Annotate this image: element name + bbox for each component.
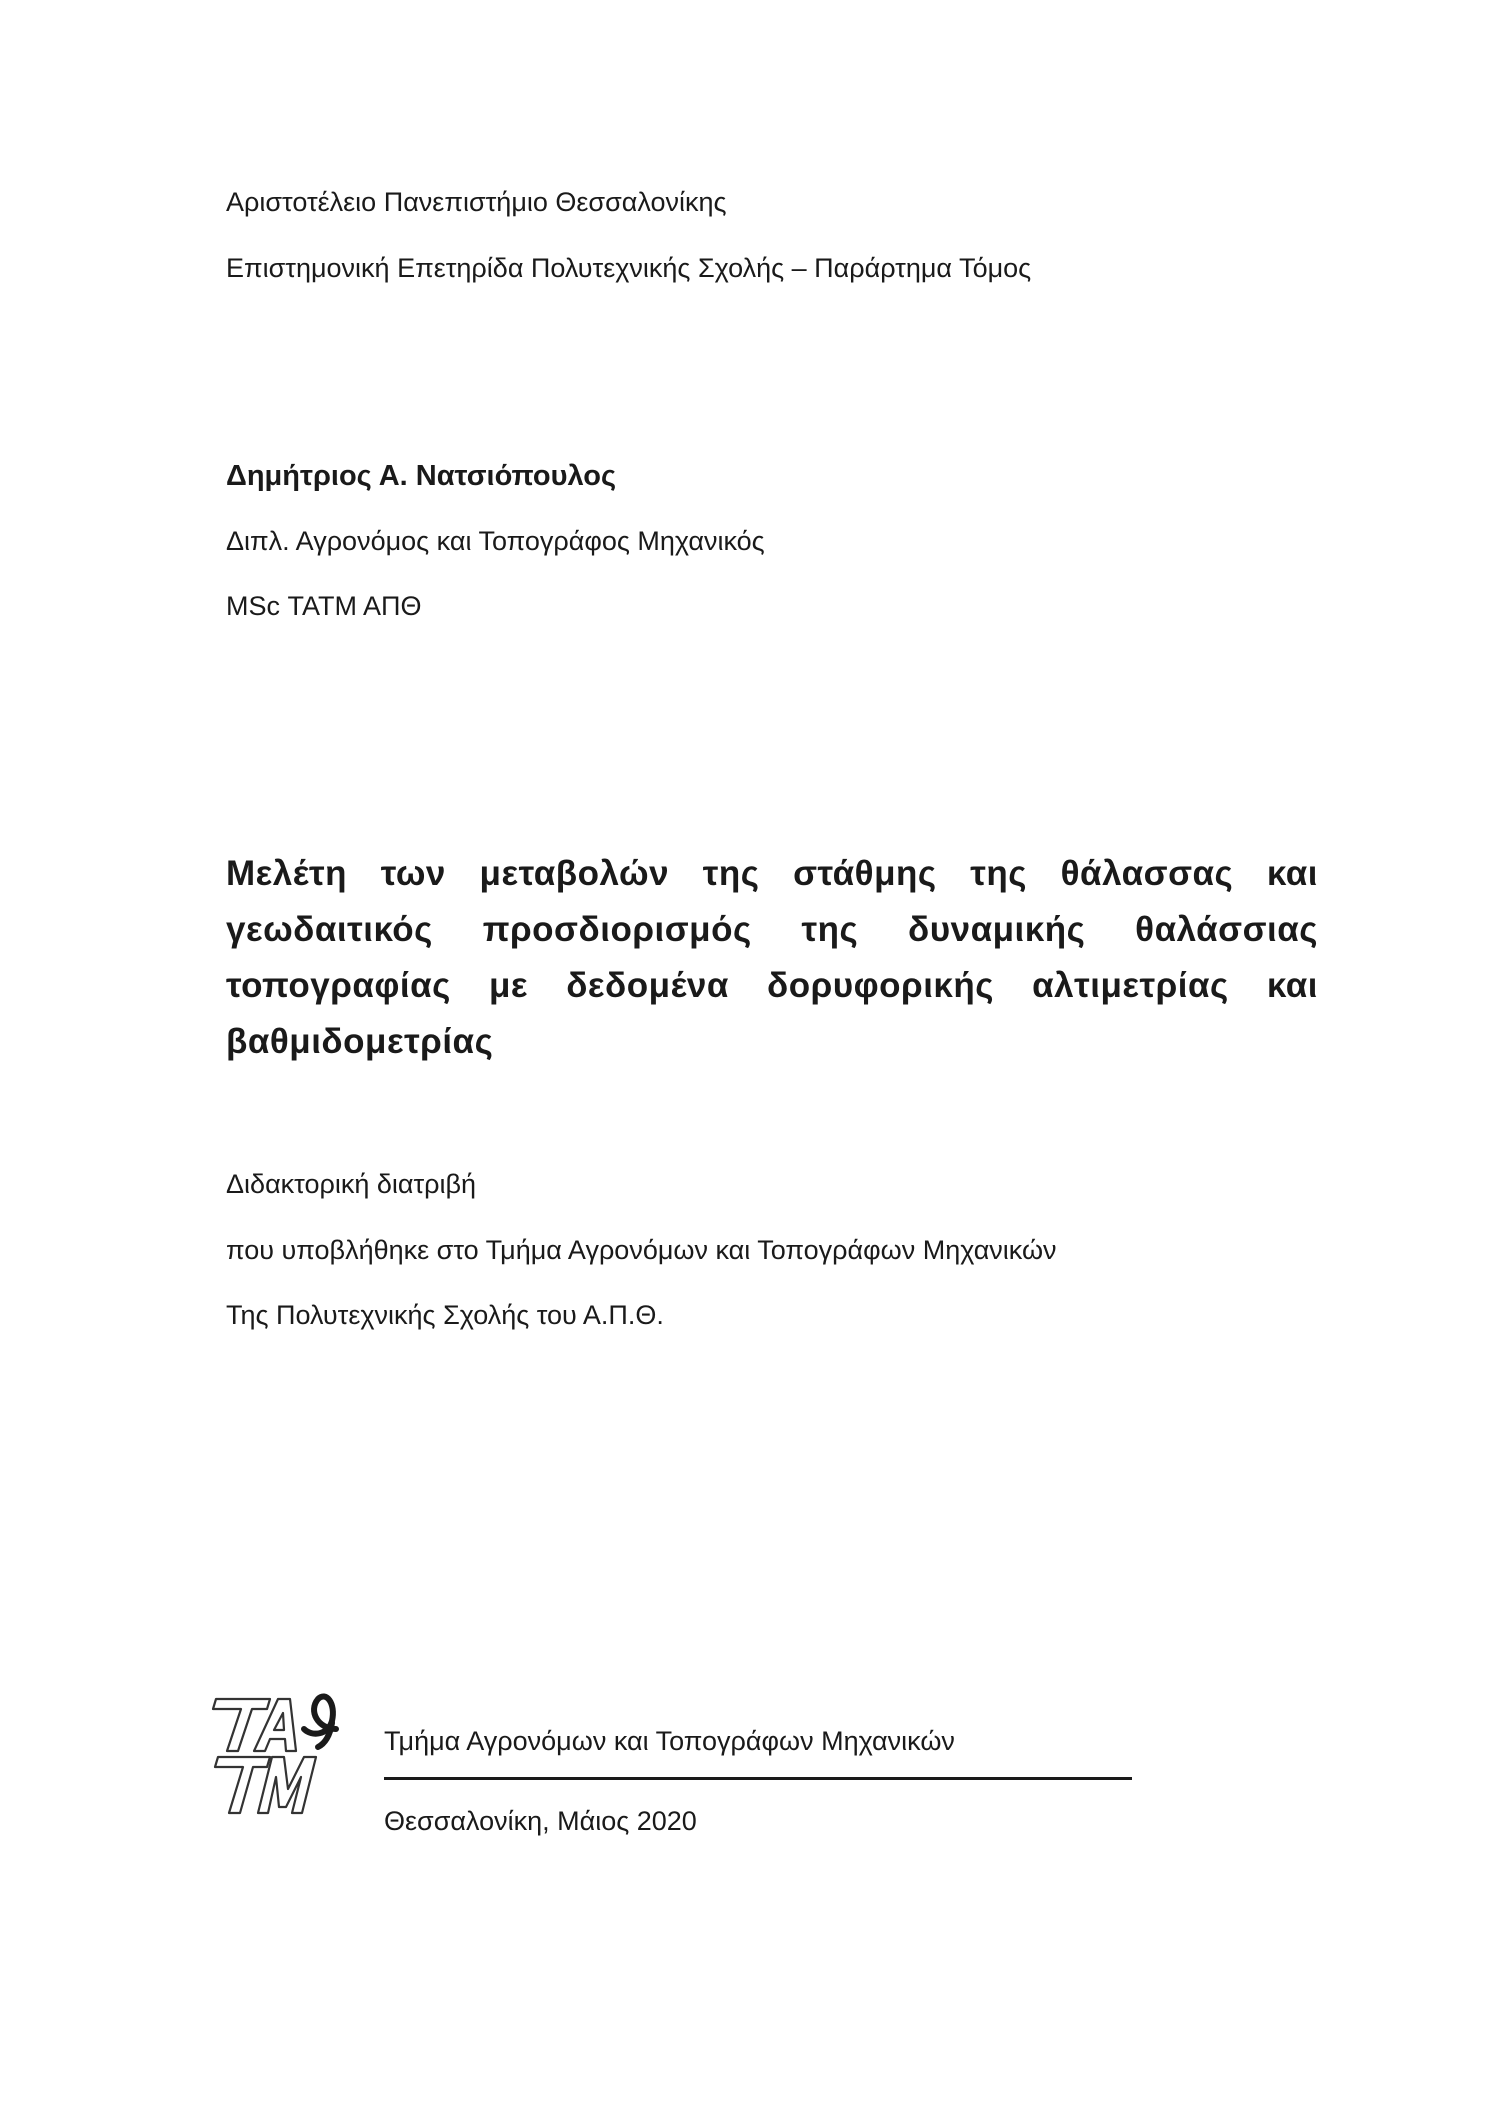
- thesis-type: Διδακτορική διατριβή: [226, 1169, 477, 1199]
- author-name: Δημήτριος Α. Νατσιόπουλος: [226, 460, 617, 492]
- footer-department: Τμήμα Αγρονόμων και Τοπογράφων Μηχανικών: [384, 1726, 955, 1756]
- university-name: Αριστοτέλειο Πανεπιστήμιο Θεσσαλονίκης: [226, 187, 727, 217]
- author-msc: MSc ΤΑΤΜ ΑΠΘ: [226, 591, 422, 621]
- footer-place-date: Θεσσαλονίκη, Μάιος 2020: [384, 1806, 697, 1836]
- tatm-logo-icon: [208, 1685, 368, 1820]
- thesis-title: Μελέτη των μεταβολών της στάθμης της θάλασσας και γεωδαιτικός προσδιορισμός της δυναμικής θαλάσσιας τοπογραφίας με δεδομένα δορυφορικής αλτιμετρίας και βαθμιδομετρίας: [226, 854, 1318, 1061]
- journal-name: Επιστημονική Επετηρίδα Πολυτεχνικής Σχολής – Παράρτημα Τόμος: [226, 253, 1032, 283]
- thesis-school: Της Πολυτεχνικής Σχολής του Α.Π.Θ.: [226, 1300, 664, 1330]
- author-degree: Διπλ. Αγρονόμος και Τοπογράφος Μηχανικός: [226, 526, 765, 556]
- tatm-logo-graphic: [208, 1685, 368, 1820]
- thesis-submitted-to: που υποβλήθηκε στο Τμήμα Αγρονόμων και Τοπογράφων Μηχανικών: [226, 1235, 1057, 1265]
- footer-divider: [384, 1777, 1132, 1780]
